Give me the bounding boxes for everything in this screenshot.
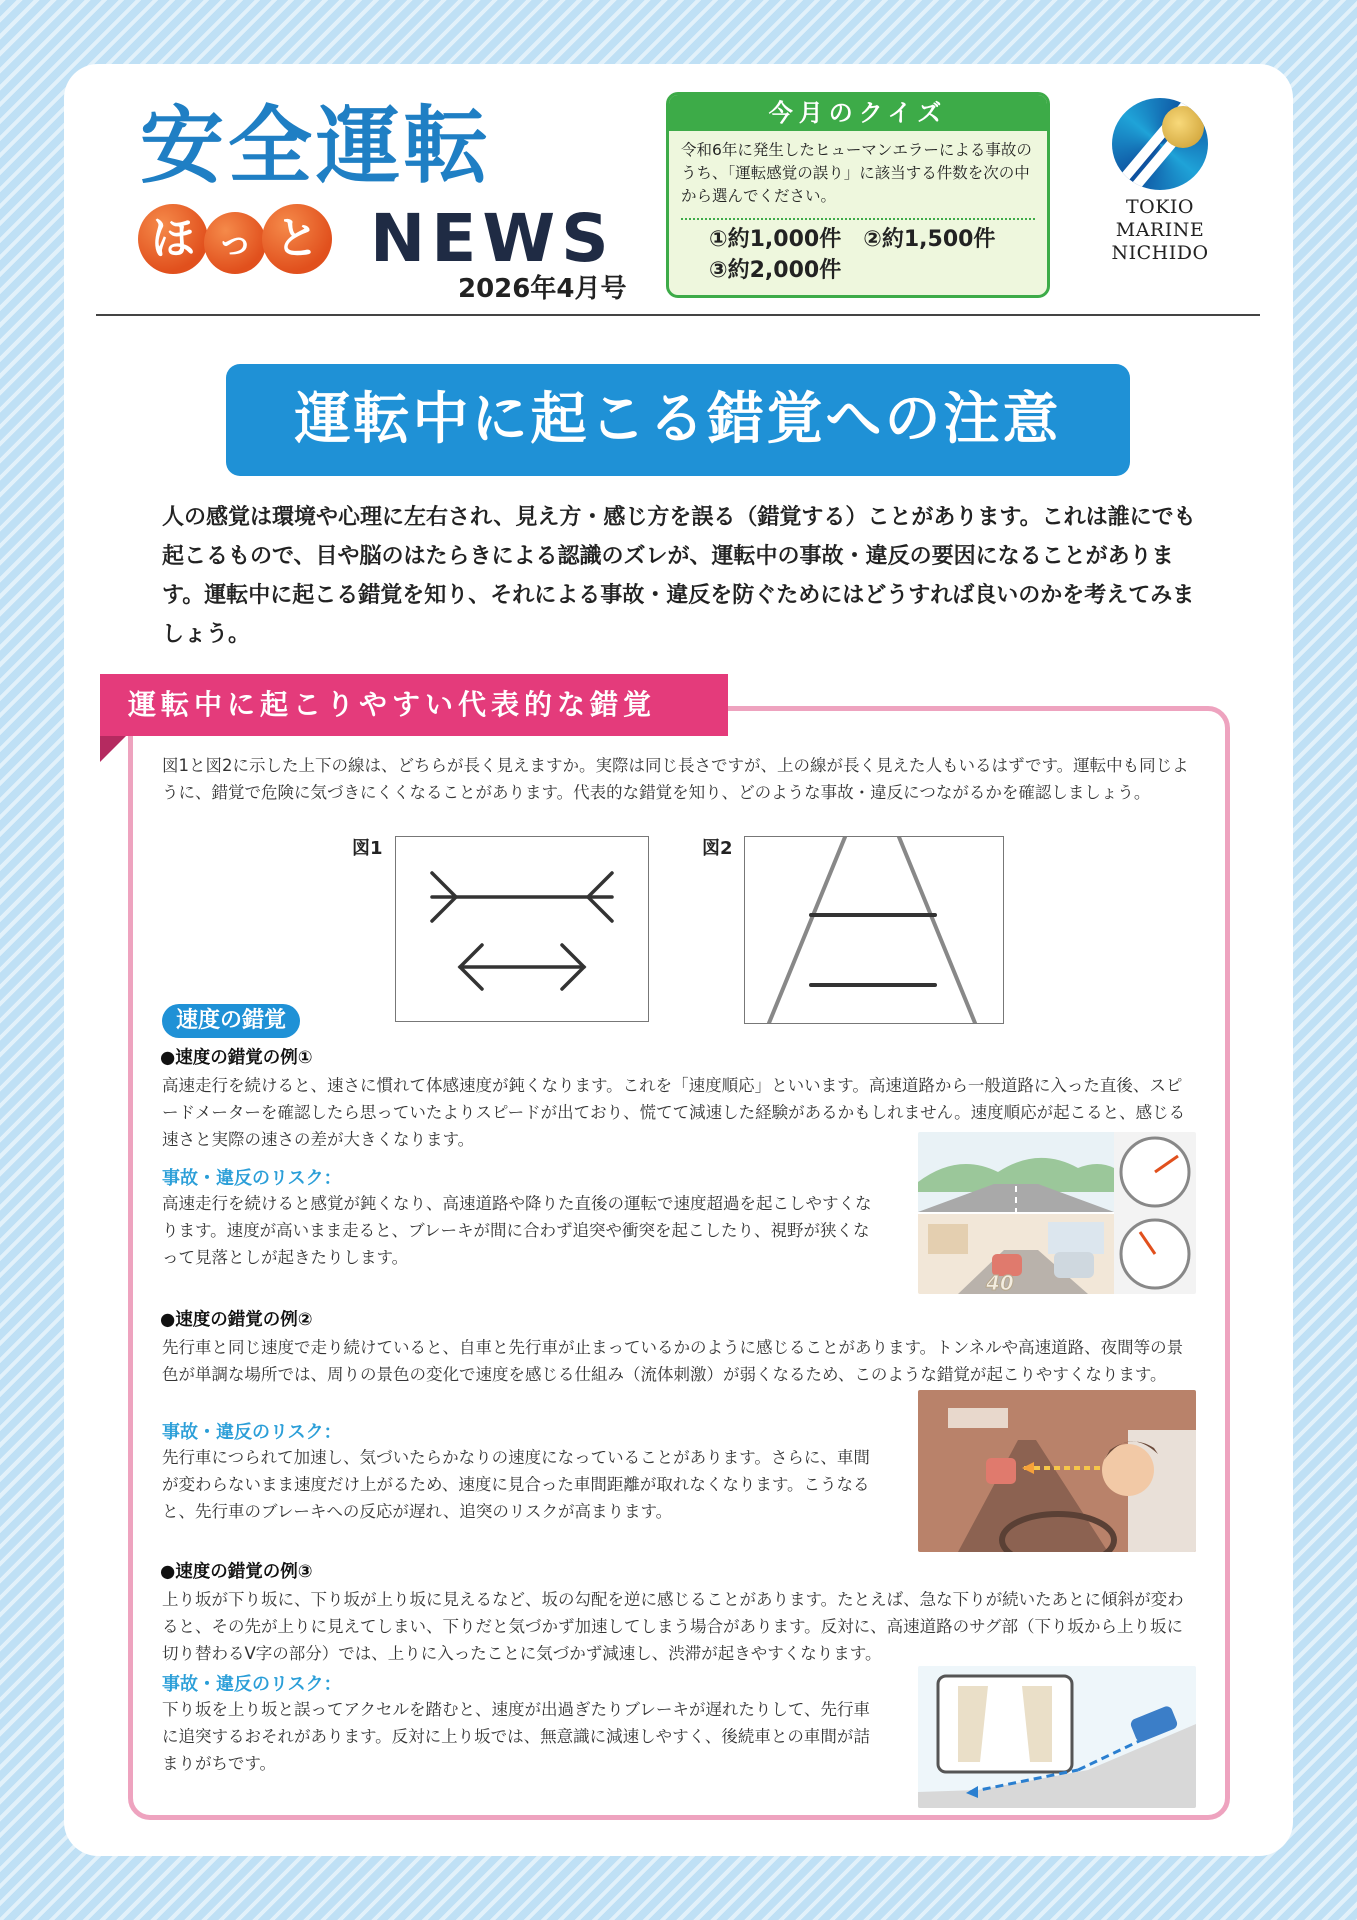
figure-2-box: [744, 836, 1004, 1024]
example-2-risk-label: 事故・違反のリスク：: [162, 1422, 342, 1443]
quiz-divider: [681, 218, 1035, 220]
header-divider: [96, 314, 1260, 316]
example-1-risk-label: 事故・違反のリスク：: [162, 1168, 342, 1189]
hotto-char-1: ほ: [138, 204, 208, 274]
example-2-risk-text: 先行車につられて加速し、気づいたらかなりの速度になっていることがあります。さらに、車間が変わらないまま速度だけ上がるため、速度に見合った車間距離が取れなくなります。こうなると、先行車のブレーキへの反応が遅れ、追突のリスクが高まります。: [162, 1448, 870, 1521]
quiz-choice-line-1: ①約1,000件 ②約1,500件: [709, 227, 996, 252]
muller-lyer-illustration: [396, 837, 648, 1021]
example-1-title: ●速度の錯覚の例①: [160, 1048, 313, 1068]
highway-speedometer-illustration: [918, 1132, 1196, 1294]
figure-2-label: 図2: [702, 838, 733, 859]
svg-text:40: 40: [986, 1271, 1014, 1294]
example-2-title: ●速度の錯覚の例②: [160, 1310, 313, 1330]
example-3-title: ●速度の錯覚の例③: [160, 1562, 313, 1582]
section-lead: 図1と図2に示した上下の線は、どちらが長く見えますか。実際は同じ長さですが、上の線が長く見えた人もいるはずです。運転中も同じように、錯覚で危険に気づきにくくなることがあります。代表的な錯覚を知り、どのような事故・違反につながるかを確認しましょう。: [162, 756, 1189, 802]
brand-name-line-2: NICHIDO: [1111, 242, 1209, 264]
slope-illustration: [918, 1666, 1196, 1808]
example-3-risk-text: 下り坂を上り坂と誤ってアクセルを踏むと、速度が出過ぎたりブレーキが遅れたりして、先行車に追突するおそれがあります。反対に上り坂では、無意識に減速しやすく、後続車との車間が詰まりがちです。: [162, 1700, 871, 1773]
topic-pill-speed: 速度の錯覚: [162, 1004, 300, 1038]
issue-date: 2026年4月号: [458, 274, 627, 304]
hotto-char-3: と: [262, 204, 332, 274]
figure-1-box: [395, 836, 649, 1022]
figure-1-label: 図1: [352, 838, 383, 859]
quiz-box: [666, 92, 1050, 298]
tunnel-driving-illustration: [918, 1390, 1196, 1552]
section-heading: 運転中に起こりやすい代表的な錯覚: [100, 674, 728, 736]
example-1-text: 高速走行を続けると、速さに慣れて体感速度が鈍くなります。これを「速度順応」といいます。高速道路から一般道路に入った直後、スピードメーターを確認したら思っていたよりスピードが出ており、慌てて減速した経験があるかもしれません。速度順応が起こると、感じる速さと実際の速さの差が大きくなります。: [162, 1076, 1186, 1149]
brand-name-line-1: TOKIO MARINE: [1115, 196, 1205, 241]
example-3-risk-label: 事故・違反のリスク：: [162, 1674, 342, 1695]
quiz-choices: [669, 224, 1047, 286]
ponzo-illustration: [745, 837, 1003, 1023]
example-3-text: 上り坂が下り坂に、下り坂が上り坂に見えるなど、坂の勾配を逆に感じることがあります。たとえば、急な下りが続いたあとに傾斜が変わると、その先が上りに見えてしまい、下りだと気づかず加速してしまう場合があります。反対に、高速道路のサグ部（下り坂から上り坂に切り替わるV字の部分）では、上りに入ったことに気づかず減速し、渋滞が起きやすくなります。: [162, 1590, 1184, 1663]
brand-logo: [1080, 98, 1240, 265]
section-heading-tail: [100, 736, 126, 762]
brand-mark-icon: [1112, 98, 1208, 190]
intro-paragraph: 人の感覚は環境や心理に左右され、見え方・感じ方を誤る（錯覚する）ことがあります。これは誰にでも起こるもので、目や脳のはたらきによる認識のズレが、運転中の事故・違反の要因になることがあります。運転中に起こる錯覚を知り、それによる事故・違反を防ぐためにはどうすれば良いのかを考えてみましょう。: [162, 505, 1196, 647]
example-1-risk-text: 高速走行を続けると感覚が鈍くなり、高速道路や降りた直後の運転で速度超過を起こしやすくなります。速度が高いまま走ると、ブレーキが間に合わず追突や衝突を起こしたり、視野が狭くなって見落としが起きたりします。: [162, 1194, 872, 1267]
quiz-title: 今月のクイズ: [669, 95, 1047, 131]
example-2-text: 先行車と同じ速度で走り続けていると、自車と先行車が止まっているかのように感じることがあります。トンネルや高速道路、夜間等の景色が単調な場所では、周りの景色の変化で速度を感じる仕組み（流体刺激）が弱くなるため、このような錯覚が起こりやすくなります。: [162, 1338, 1184, 1384]
masthead-title: 安全運転: [140, 97, 493, 195]
quiz-choice-line-2: ③約2,000件: [709, 258, 842, 283]
main-title-banner: 運転中に起こる錯覚への注意: [226, 364, 1130, 476]
masthead-hotto: [138, 204, 328, 274]
news-logo: NEWS: [370, 200, 615, 277]
hotto-char-2: っ: [204, 212, 266, 274]
quiz-question: 令和6年に発生したヒューマンエラーによる事故のうち、「運転感覚の誤り」に該当する件数を次の中から選んでください。: [681, 141, 1032, 205]
